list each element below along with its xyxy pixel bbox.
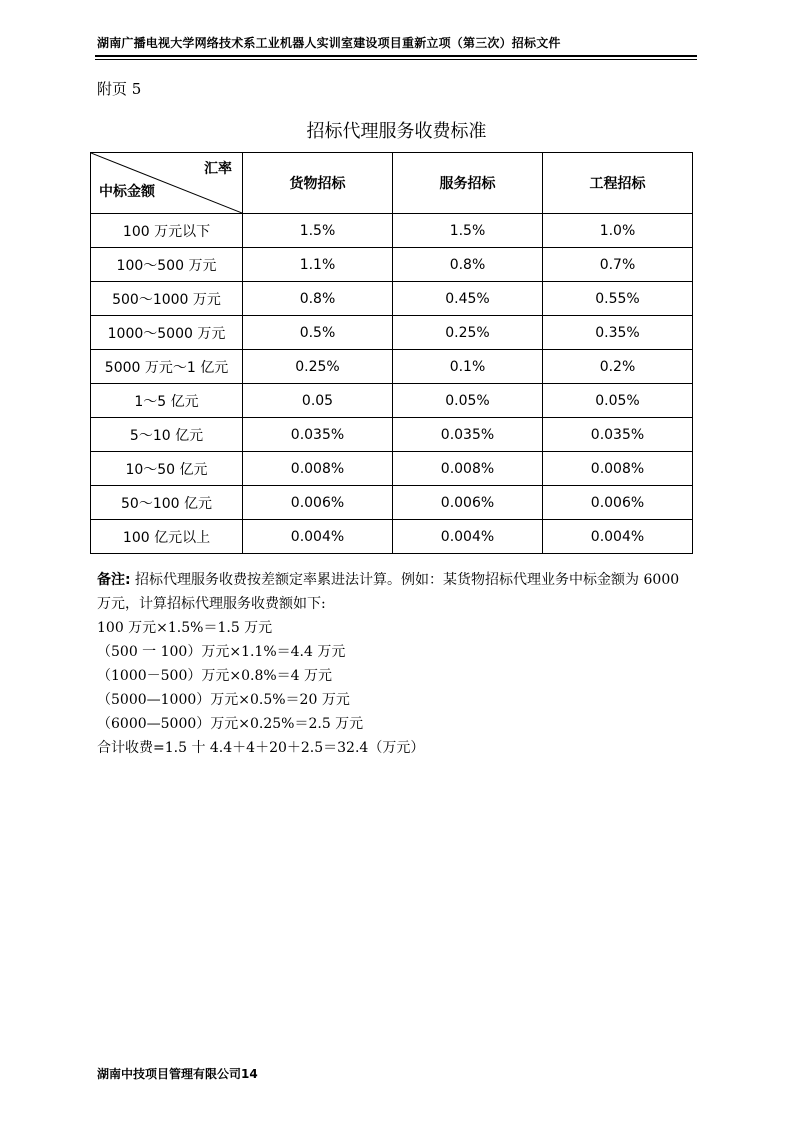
amount-cell: 100 万元以下 <box>91 214 243 248</box>
table-row <box>91 214 693 248</box>
notes-section <box>97 568 697 760</box>
amount-cell: 100 亿元以上 <box>91 520 243 554</box>
table-corner-cell <box>91 153 243 214</box>
rate-cell: 0.8% <box>243 282 393 316</box>
table-row <box>91 316 693 350</box>
rate-cell: 1.0% <box>543 214 693 248</box>
amount-cell: 100～500 万元 <box>91 248 243 282</box>
rate-cell: 0.45% <box>393 282 543 316</box>
rate-cell: 0.008% <box>243 452 393 486</box>
corner-rate-label: 汇率 <box>204 161 232 177</box>
notes-label: 备注: <box>97 572 131 588</box>
calc-line: （1000－500）万元×0.8%＝4 万元 <box>97 668 333 684</box>
table-row <box>91 384 693 418</box>
fee-table <box>90 152 693 554</box>
rate-cell: 0.25% <box>243 350 393 384</box>
rate-cell: 1.5% <box>243 214 393 248</box>
rate-cell: 0.006% <box>243 486 393 520</box>
calc-total-line: 合计收费=1.5 十 4.4＋4＋20＋2.5＝32.4（万元） <box>97 740 425 756</box>
table-row <box>91 248 693 282</box>
column-header-goods: 货物招标 <box>243 153 393 214</box>
rate-cell: 1.5% <box>393 214 543 248</box>
rate-cell: 0.035% <box>393 418 543 452</box>
table-row <box>91 282 693 316</box>
rate-cell: 0.035% <box>543 418 693 452</box>
amount-cell: 50～100 亿元 <box>91 486 243 520</box>
header-rule-thin <box>95 59 697 60</box>
amount-cell: 10～50 亿元 <box>91 452 243 486</box>
table-row <box>91 418 693 452</box>
rate-cell: 0.2% <box>543 350 693 384</box>
calc-line: 100 万元×1.5%＝1.5 万元 <box>97 620 273 636</box>
document-header: 湖南广播电视大学网络技术系工业机器人实训室建设项目重新立项（第三次）招标文件 <box>97 36 561 50</box>
column-header-engineering: 工程招标 <box>543 153 693 214</box>
calc-line: （500 一 100）万元×1.1%＝4.4 万元 <box>97 644 346 660</box>
appendix-label: 附页 5 <box>97 80 142 98</box>
rate-cell: 0.035% <box>243 418 393 452</box>
amount-cell: 500～1000 万元 <box>91 282 243 316</box>
calc-line: （5000—1000）万元×0.5%＝20 万元 <box>97 692 350 708</box>
amount-cell: 1～5 亿元 <box>91 384 243 418</box>
amount-cell: 5～10 亿元 <box>91 418 243 452</box>
rate-cell: 0.008% <box>543 452 693 486</box>
column-header-services: 服务招标 <box>393 153 543 214</box>
rate-cell: 0.05% <box>393 384 543 418</box>
table-row <box>91 486 693 520</box>
notes-paragraph <box>97 568 697 616</box>
rate-cell: 0.004% <box>393 520 543 554</box>
rate-cell: 0.05% <box>543 384 693 418</box>
rate-cell: 0.35% <box>543 316 693 350</box>
table-header-row <box>91 153 693 214</box>
amount-cell: 5000 万元～1 亿元 <box>91 350 243 384</box>
rate-cell: 0.004% <box>543 520 693 554</box>
rate-cell: 1.1% <box>243 248 393 282</box>
corner-amount-label: 中标金额 <box>99 184 155 200</box>
amount-cell: 1000～5000 万元 <box>91 316 243 350</box>
page-title: 招标代理服务收费标准 <box>306 121 487 142</box>
table-row <box>91 350 693 384</box>
rate-cell: 0.5% <box>243 316 393 350</box>
rate-cell: 0.006% <box>543 486 693 520</box>
rate-cell: 0.55% <box>543 282 693 316</box>
rate-cell: 0.004% <box>243 520 393 554</box>
rate-cell: 0.1% <box>393 350 543 384</box>
rate-cell: 0.8% <box>393 248 543 282</box>
rate-cell: 0.008% <box>393 452 543 486</box>
page-footer: 湖南中技项目管理有限公司14 <box>97 1067 258 1081</box>
rate-cell: 0.7% <box>543 248 693 282</box>
rate-cell: 0.006% <box>393 486 543 520</box>
notes-text: 招标代理服务收费按差额定率累进法计算。例如：某货物招标代理业务中标金额为 6000 万元，计算招标代理服务收费额如下: <box>97 572 680 612</box>
table-row <box>91 452 693 486</box>
header-rule-thick <box>95 55 697 57</box>
table-row <box>91 520 693 554</box>
rate-cell: 0.25% <box>393 316 543 350</box>
calc-line: （6000—5000）万元×0.25%＝2.5 万元 <box>97 716 364 732</box>
rate-cell: 0.05 <box>243 384 393 418</box>
